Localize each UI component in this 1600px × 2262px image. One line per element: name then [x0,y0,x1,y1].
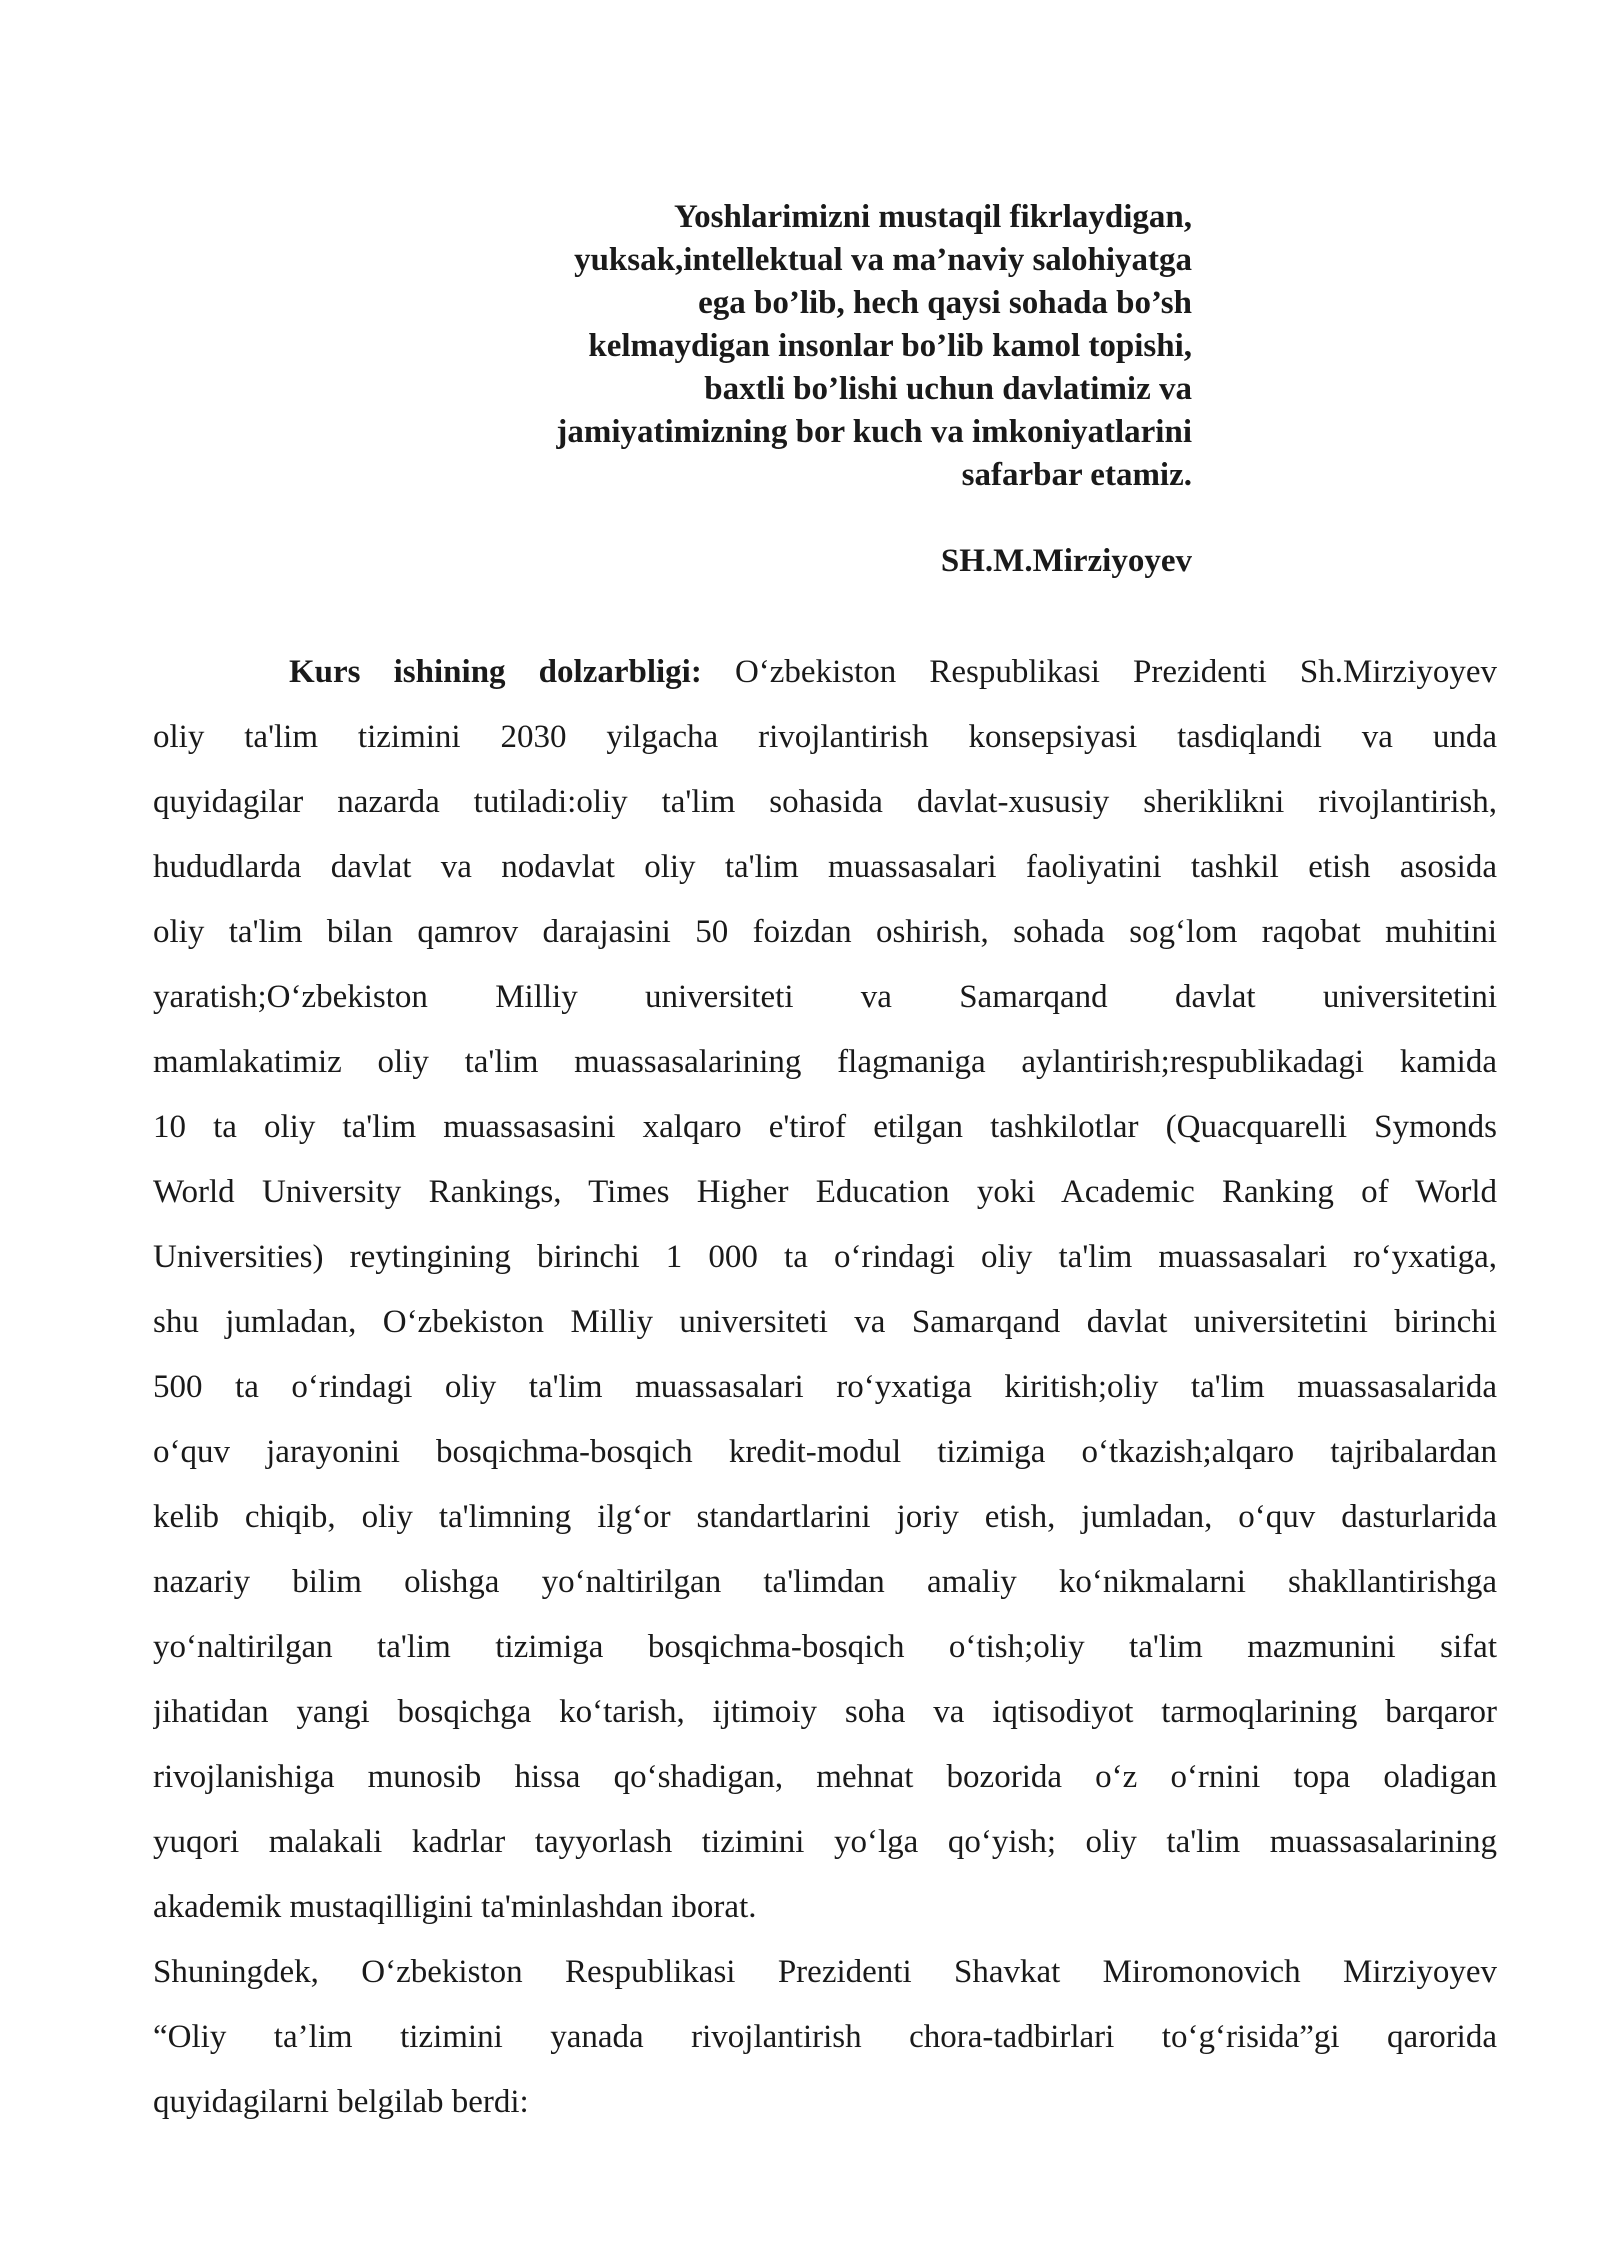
paragraph-line: oliy ta'lim bilan qamrov darajasini 50 foizdan oshirish, sohada sog‘lom raqobat muhitini [153,914,1497,950]
epigraph-line: yuksak,intellektual va ma’naviy salohiyatga [574,242,1192,278]
epigraph-line: baxtli bo’lishi uchun davlatimiz va [704,371,1192,407]
paragraph-line: jihatidan yangi bosqichga ko‘tarish, ijtimoiy soha va iqtisodiyot tarmoqlarining barqaror [153,1694,1497,1730]
section-lead: Kurs ishining dolzarbligi: [289,654,702,690]
paragraph-line: akademik mustaqilligini ta'minlashdan iborat. [153,1889,757,1925]
paragraph-line: quyidagilarni belgilab berdi: [153,2084,529,2120]
paragraph-line: yuqori malakali kadrlar tayyorlash tizimini yo‘lga qo‘yish; oliy ta'lim muassasalarining [153,1824,1497,1860]
paragraph-line: World University Rankings, Times Higher Education yoki Academic Ranking of World [153,1174,1497,1210]
paragraph-first-line [153,640,1497,705]
paragraph-line: 10 ta oliy ta'lim muassasasini xalqaro e'tirof etilgan tashkilotlar (Quacquarelli Symonds [153,1109,1497,1145]
paragraph-line: Shuningdek, O‘zbekiston Respublikasi Prezidenti Shavkat Miromonovich Mirziyoyev [153,1954,1497,1990]
epigraph-quote [440,196,1192,497]
epigraph-line: safarbar etamiz. [961,457,1192,493]
epigraph-line: jamiyatimizning bor kuch va imkoniyatlarini [556,414,1192,450]
epigraph-author: SH.M.Mirziyoyev [940,543,1192,579]
paragraph-line: hududlarda davlat va nodavlat oliy ta'lim muassasalari faoliyatini tashkil etish asosida [153,849,1497,885]
paragraph-line: “Oliy ta’lim tizimini yanada rivojlantirish chora-tadbirlari to‘g‘risida”gi qarorida [153,2019,1497,2055]
paragraph-line: yo‘naltirilgan ta'lim tizimiga bosqichma-bosqich o‘tish;oliy ta'lim mazmunini sifat [153,1629,1497,1665]
paragraph-line: shu jumladan, O‘zbekiston Milliy universiteti va Samarqand davlat universitetini birinchi [153,1304,1497,1340]
paragraph-line: nazariy bilim olishga yo‘naltirilgan ta'limdan amaliy ko‘nikmalarni shakllantirishga [153,1564,1497,1600]
paragraph-line: kelib chiqib, oliy ta'limning ilg‘or standartlarini joriy etish, jumladan, o‘quv dasturlarida [153,1499,1497,1535]
paragraph-line: quyidagilar nazarda tutiladi:oliy ta'lim sohasida davlat-xususiy sheriklikni rivojlantirish, [153,784,1497,820]
paragraph-line: mamlakatimiz oliy ta'lim muassasalarining flagmaniga aylantirish;respublikadagi kamida [153,1044,1497,1080]
paragraph-line: o‘quv jarayonini bosqichma-bosqich kredit-modul tizimiga o‘tkazish;alqaro tajribalardan [153,1434,1497,1470]
paragraph-line: yaratish;O‘zbekiston Milliy universiteti va Samarqand davlat universitetini [153,979,1497,1015]
paragraph-line: 500 ta o‘rindagi oliy ta'lim muassasalari ro‘yxatiga kiritish;oliy ta'lim muassasalarida [153,1369,1497,1405]
paragraph-text: O‘zbekiston Respublikasi Prezidenti Sh.Mirziyoyev [701,654,1497,690]
epigraph-line: ega bo’lib, hech qaysi sohada bo’sh [698,285,1192,321]
body-text [153,640,1497,2135]
paragraph-line: rivojlanishiga munosib hissa qo‘shadigan, mehnat bozorida o‘z o‘rnini topa oladigan [153,1759,1497,1795]
paragraph-line: oliy ta'lim tizimini 2030 yilgacha rivojlantirish konsepsiyasi tasdiqlandi va unda [153,719,1497,755]
paragraph-line: Universities) reytingining birinchi 1 000 ta o‘rindagi oliy ta'lim muassasalari ro‘yxatiga, [153,1239,1497,1275]
epigraph-line: kelmaydigan insonlar bo’lib kamol topishi, [588,328,1192,364]
epigraph-line: Yoshlarimizni mustaqil fikrlaydigan, [674,199,1192,235]
